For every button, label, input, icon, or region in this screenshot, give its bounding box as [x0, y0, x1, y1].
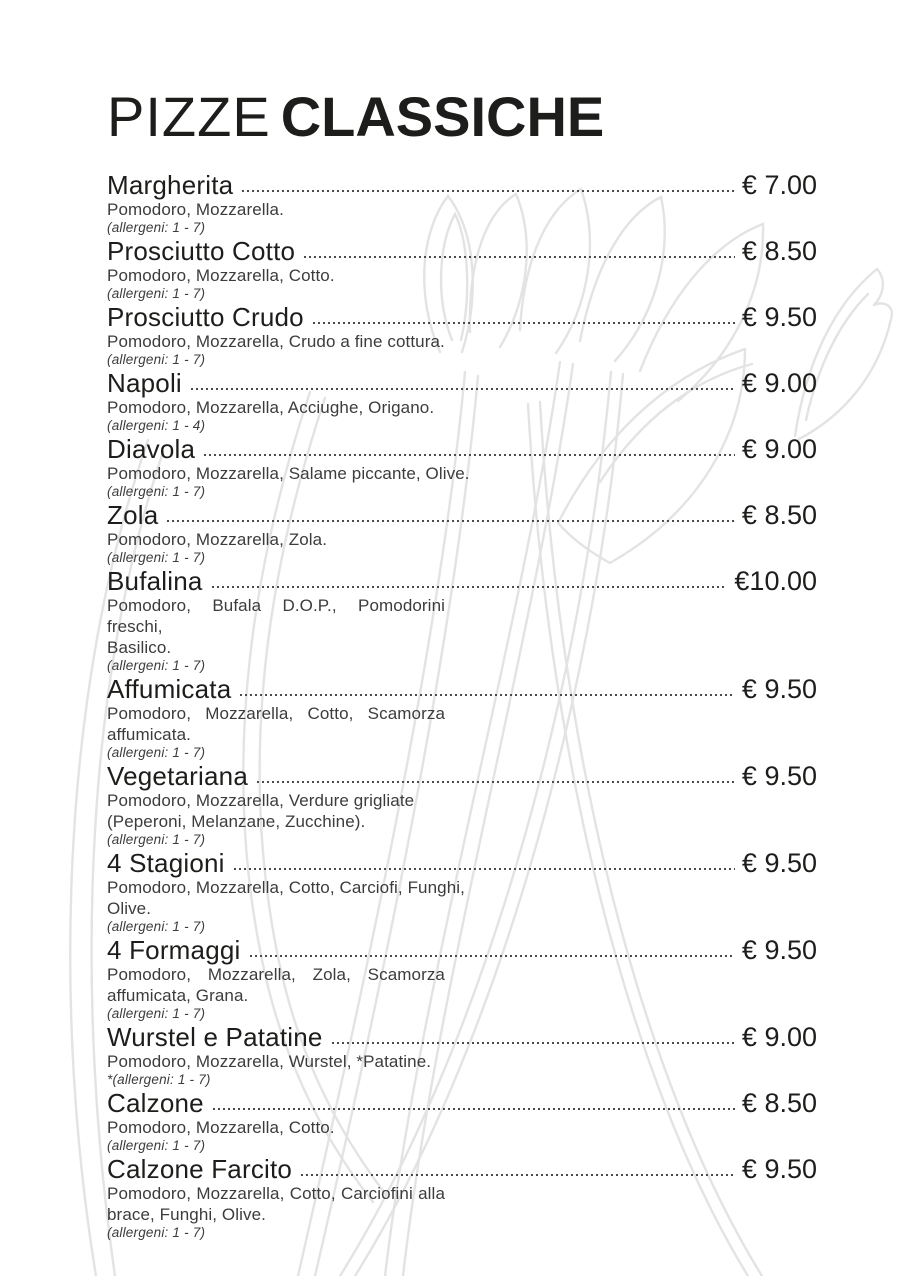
item-price: € 7.00	[741, 170, 817, 200]
item-name: Wurstel e Patatine	[107, 1022, 323, 1052]
item-name-price-row	[107, 761, 817, 790]
item-ingredients	[107, 703, 817, 745]
ingredients-line: Pomodoro, Mozzarella, Salame piccante, Olive.	[107, 464, 470, 483]
dotted-leader	[204, 454, 735, 456]
item-allergens: (allergeni: 1 - 7)	[107, 1225, 206, 1240]
ingredients-line: Pomodoro, Mozzarella, Acciughe, Origano.	[107, 398, 435, 417]
dotted-leader	[301, 1174, 735, 1176]
item-price: € 9.50	[741, 935, 817, 965]
menu-item	[107, 170, 817, 236]
item-name-price-row	[107, 566, 817, 595]
menu-item	[107, 566, 817, 674]
item-ingredients	[107, 1117, 817, 1138]
item-price: € 9.00	[741, 434, 817, 464]
item-ingredients	[107, 265, 817, 286]
ingredients-line: Pomodoro, Mozzarella, Wurstel, *Patatine.	[107, 1052, 432, 1071]
page-title-bold: CLASSICHE	[280, 85, 605, 148]
item-ingredients	[107, 1183, 817, 1225]
item-ingredients	[107, 397, 817, 418]
ingredients-line: brace, Funghi, Olive.	[107, 1205, 266, 1224]
dotted-leader	[304, 256, 735, 258]
item-price: € 8.50	[741, 236, 817, 266]
item-allergens: (allergeni: 1 - 7)	[107, 352, 206, 367]
dotted-leader	[213, 1108, 735, 1110]
item-price: €10.00	[734, 566, 817, 596]
item-ingredients	[107, 1051, 817, 1072]
item-name-price-row	[107, 1088, 817, 1117]
dotted-leader	[234, 868, 735, 870]
item-allergens: (allergeni: 1 - 7)	[107, 1138, 206, 1153]
item-ingredients	[107, 964, 817, 1006]
item-allergens: (allergeni: 1 - 7)	[107, 658, 206, 673]
item-name-price-row	[107, 1022, 817, 1051]
item-allergens: (allergeni: 1 - 4)	[107, 418, 206, 433]
item-price: € 9.50	[741, 302, 817, 332]
item-allergens: *(allergeni: 1 - 7)	[107, 1072, 211, 1087]
item-name: Napoli	[107, 368, 182, 398]
item-allergens: (allergeni: 1 - 7)	[107, 286, 206, 301]
item-name-price-row	[107, 500, 817, 529]
menu-item	[107, 848, 817, 935]
dotted-leader	[332, 1042, 735, 1044]
item-ingredients	[107, 595, 817, 658]
item-name-price-row	[107, 236, 817, 265]
item-name: Zola	[107, 500, 159, 530]
item-allergens: (allergeni: 1 - 7)	[107, 919, 206, 934]
ingredients-line: Pomodoro, Mozzarella.	[107, 200, 284, 219]
ingredients-line: Pomodoro, Bufala D.O.P., Pomodorini freschi,	[107, 596, 445, 636]
item-name-price-row	[107, 434, 817, 463]
item-name: 4 Stagioni	[107, 848, 225, 878]
menu-item	[107, 500, 817, 566]
menu-item	[107, 1022, 817, 1088]
ingredients-line: Pomodoro, Mozzarella, Cotto, Carciofini alla	[107, 1184, 445, 1203]
ingredients-line: Pomodoro, Mozzarella, Zola, Scamorza	[107, 965, 445, 984]
dotted-leader	[250, 955, 735, 957]
item-name: Prosciutto Crudo	[107, 302, 304, 332]
ingredients-line: (Peperoni, Melanzane, Zucchine).	[107, 812, 366, 831]
item-name-price-row	[107, 674, 817, 703]
item-ingredients	[107, 331, 817, 352]
menu-item	[107, 1154, 817, 1241]
item-ingredients	[107, 529, 817, 550]
dotted-leader	[313, 322, 735, 324]
item-price: € 8.50	[741, 500, 817, 530]
menu-item	[107, 935, 817, 1022]
item-price: € 9.00	[741, 1022, 817, 1052]
menu-item-list	[107, 170, 817, 1241]
item-name-price-row	[107, 302, 817, 331]
ingredients-line: Pomodoro, Mozzarella, Cotto, Carciofi, Funghi,	[107, 878, 465, 897]
page-title	[107, 86, 817, 156]
item-name-price-row	[107, 848, 817, 877]
menu-item	[107, 368, 817, 434]
menu-item	[107, 674, 817, 761]
item-price: € 9.50	[741, 1154, 817, 1184]
ingredients-line: Pomodoro, Mozzarella, Crudo a fine cottura.	[107, 332, 445, 351]
ingredients-line: Pomodoro, Mozzarella, Verdure grigliate	[107, 791, 415, 810]
item-allergens: (allergeni: 1 - 7)	[107, 484, 206, 499]
ingredients-line: Pomodoro, Mozzarella, Cotto.	[107, 266, 335, 285]
item-name: Vegetariana	[107, 761, 248, 791]
item-name: Prosciutto Cotto	[107, 236, 296, 266]
dotted-leader	[257, 781, 735, 783]
ingredients-line: Pomodoro, Mozzarella, Cotto, Scamorza	[107, 704, 445, 723]
menu-item	[107, 1088, 817, 1154]
item-price: € 9.50	[741, 674, 817, 704]
item-price: € 8.50	[741, 1088, 817, 1118]
item-ingredients	[107, 790, 817, 832]
item-name-price-row	[107, 170, 817, 199]
ingredients-line: Basilico.	[107, 638, 172, 657]
menu-item	[107, 434, 817, 500]
dotted-leader	[191, 388, 735, 390]
item-name: 4 Formaggi	[107, 935, 241, 965]
item-name: Calzone	[107, 1088, 204, 1118]
item-allergens: (allergeni: 1 - 7)	[107, 1006, 206, 1021]
page-title-light: PIZZE	[107, 85, 271, 148]
menu-item	[107, 302, 817, 368]
item-allergens: (allergeni: 1 - 7)	[107, 220, 206, 235]
item-name: Diavola	[107, 434, 196, 464]
item-name: Margherita	[107, 170, 234, 200]
item-ingredients	[107, 463, 817, 484]
menu-item	[107, 236, 817, 302]
item-name-price-row	[107, 368, 817, 397]
menu-item	[107, 761, 817, 848]
dotted-leader	[240, 694, 735, 696]
item-price: € 9.00	[741, 368, 817, 398]
ingredients-line: Pomodoro, Mozzarella, Cotto.	[107, 1118, 335, 1137]
item-allergens: (allergeni: 1 - 7)	[107, 832, 206, 847]
item-allergens: (allergeni: 1 - 7)	[107, 550, 206, 565]
item-name-price-row	[107, 935, 817, 964]
dotted-leader	[167, 520, 735, 522]
ingredients-line: Olive.	[107, 899, 152, 918]
ingredients-line: affumicata.	[107, 725, 191, 744]
ingredients-line: affumicata, Grana.	[107, 986, 249, 1005]
ingredients-line: Pomodoro, Mozzarella, Zola.	[107, 530, 328, 549]
dotted-leader	[242, 190, 735, 192]
dotted-leader	[212, 586, 728, 588]
item-name: Bufalina	[107, 566, 203, 596]
item-price: € 9.50	[741, 848, 817, 878]
item-price: € 9.50	[741, 761, 817, 791]
item-name: Affumicata	[107, 674, 232, 704]
item-name-price-row	[107, 1154, 817, 1183]
item-ingredients	[107, 877, 817, 919]
item-allergens: (allergeni: 1 - 7)	[107, 745, 206, 760]
item-ingredients	[107, 199, 817, 220]
item-name: Calzone Farcito	[107, 1154, 293, 1184]
